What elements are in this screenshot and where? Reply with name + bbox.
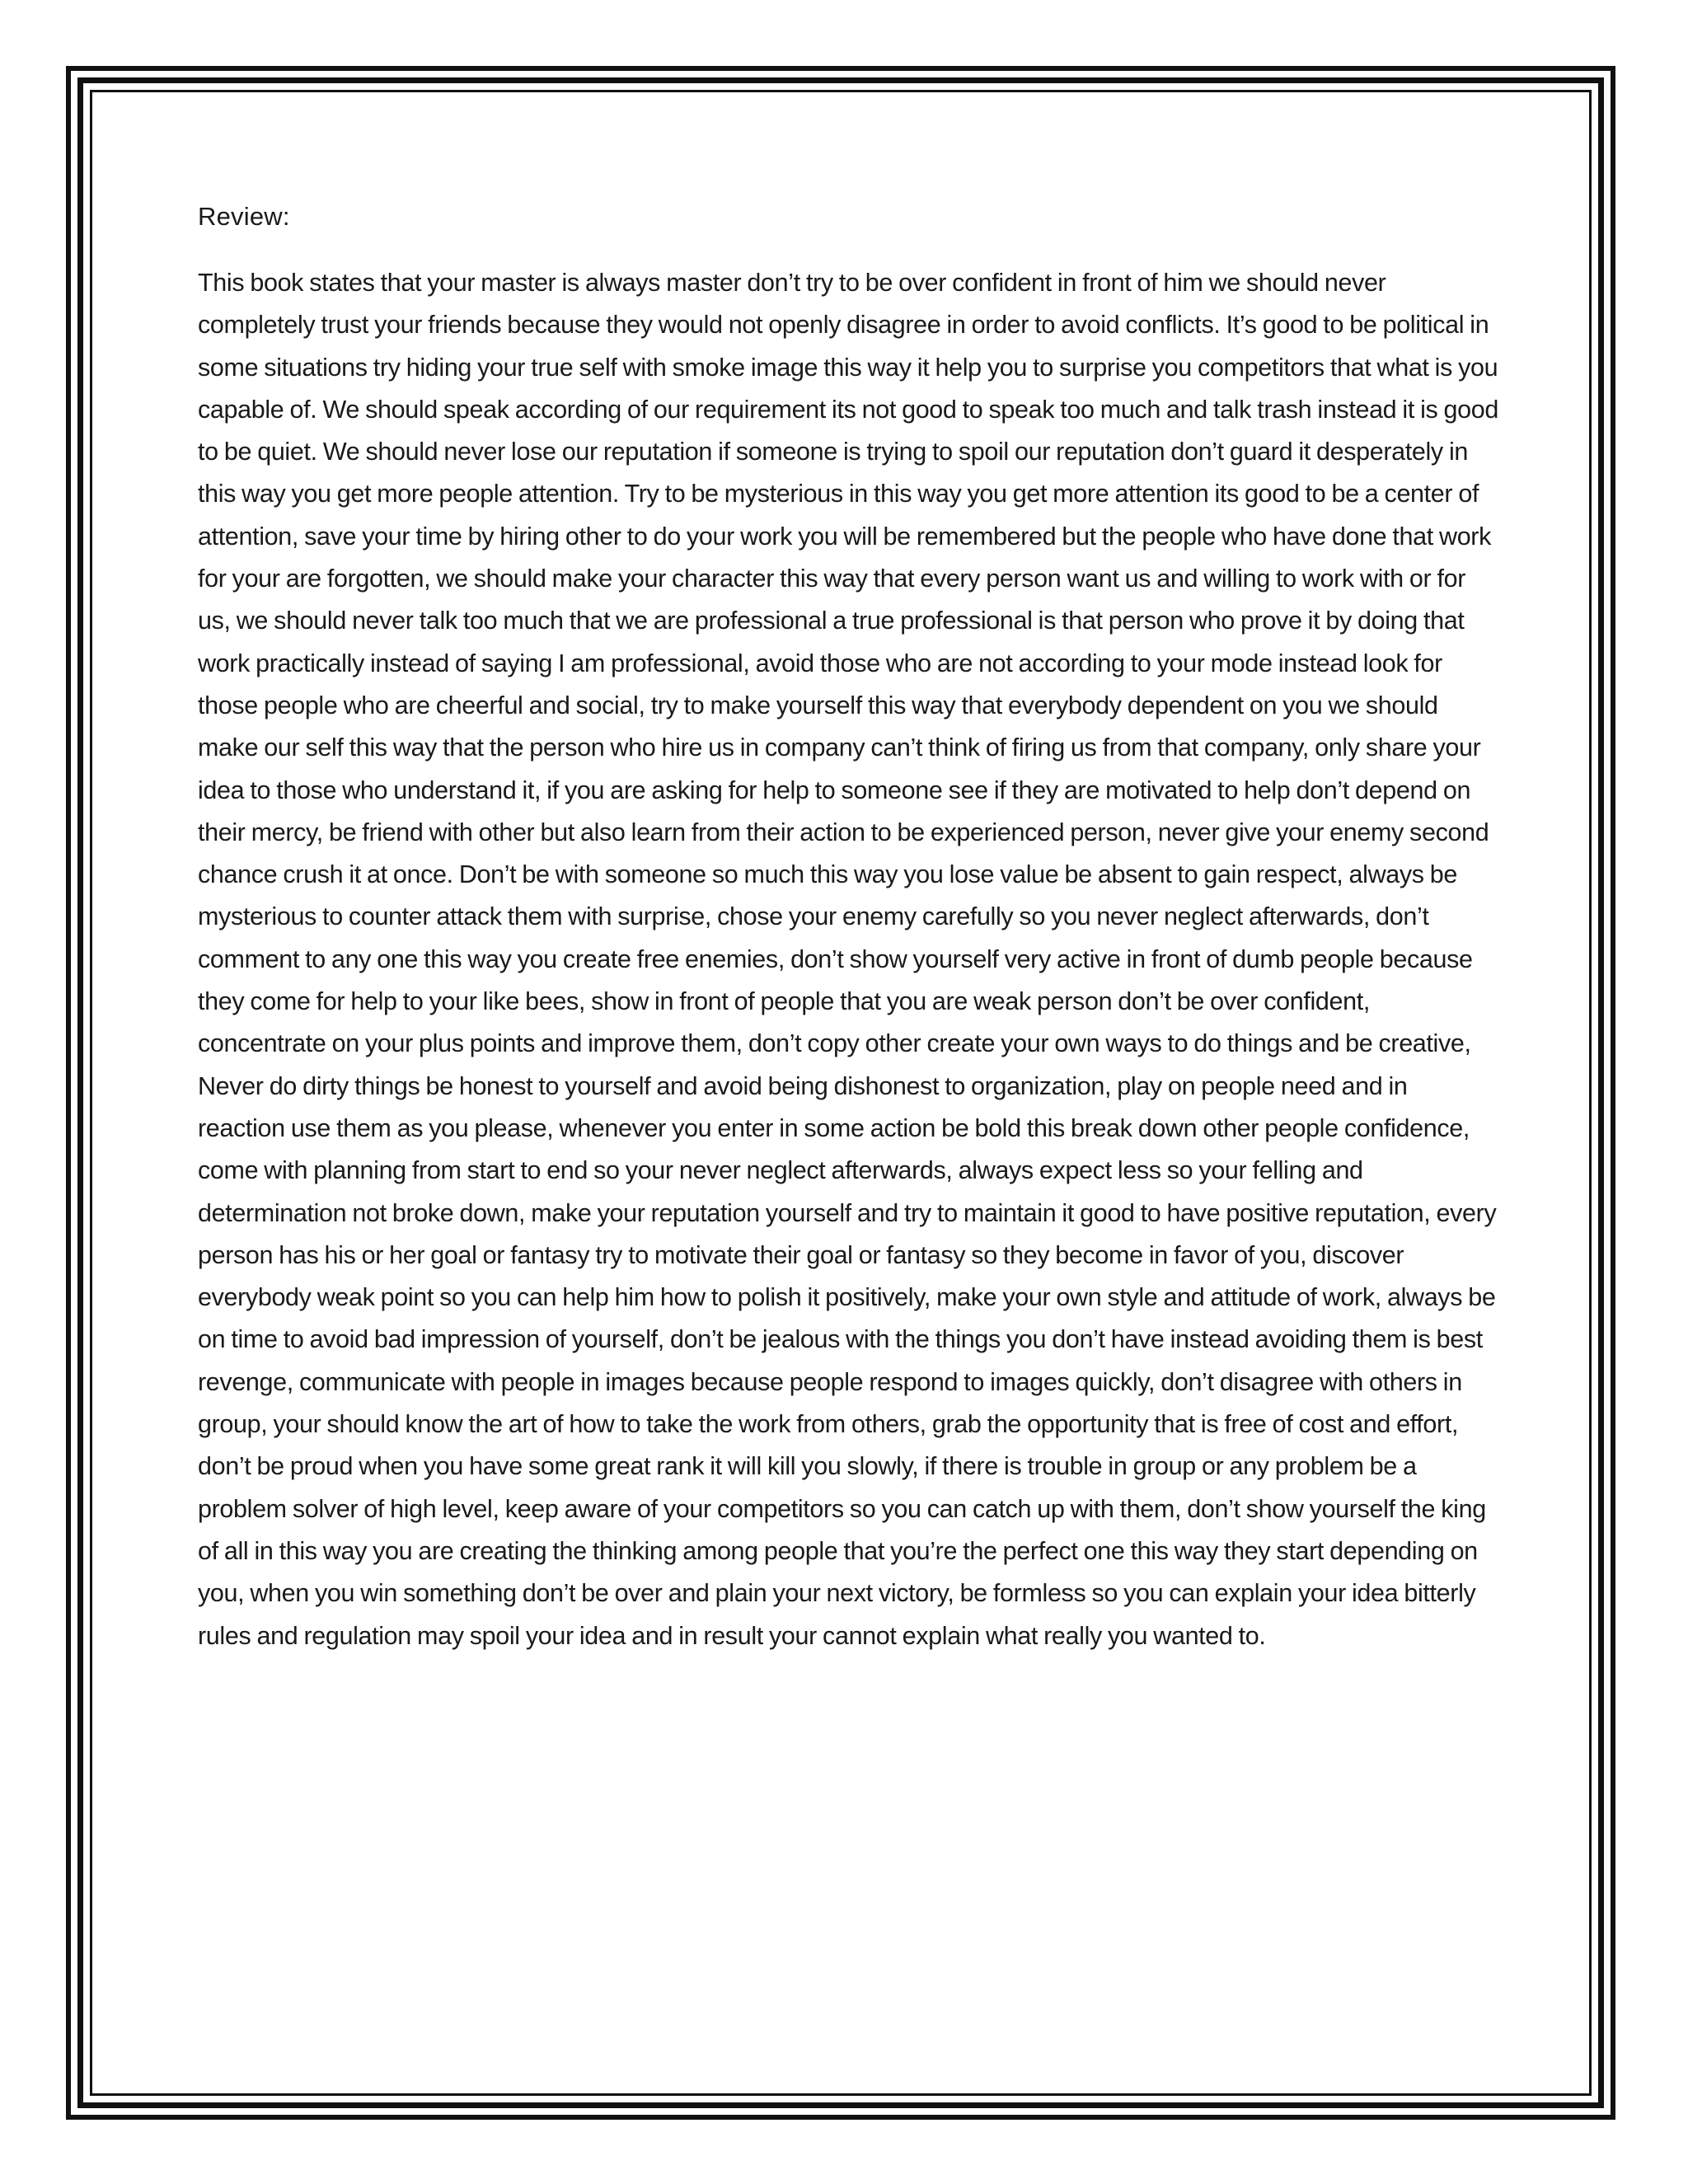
review-heading: Review: bbox=[198, 202, 290, 231]
document-content bbox=[198, 196, 1500, 1657]
review-body-paragraph: This book states that your master is always master don’t try to be over confident in front of him we should never completely trust your friends because they would not openly disagree in order to avoid conflicts. It’s good to be political in some situations try hiding your true self with smoke image this way it help you to surprise you competitors that what is you capable of. We should speak according of our requirement its not good to speak too much and talk trash instead it is good to be quiet. We should never lose our reputation if someone is trying to spoil our reputation don’t guard it desperately in this way you get more people attention. Try to be mysterious in this way you get more attention its good to be a center of attention, save your time by hiring other to do your work you will be remembered but the people who have done that work for your are forgotten, we should make your character this way that every person want us and willing to work with or for us, we should never talk too much that we are professional a true professional is that person who prove it by doing that work practically instead of saying I am professional, avoid those who are not according to your mode instead look for those people who are cheerful and social, try to make yourself this way that everybody dependent on you we should make our self this way that the person who hire us in company can’t think of firing us from that company, only share your idea to those who understand it, if you are asking for help to someone see if they are motivated to help don’t depend on their mercy, be friend with other but also learn from their action to be experienced person, never give your enemy second chance crush it at once. Don’t be with someone so much this way you lose value be absent to gain respect, always be mysterious to counter attack them with surprise, chose your enemy carefully so you never neglect afterwards, don’t comment to any one this way you create free enemies, don’t show yourself very active in front of dumb people because they come for help to your like bees, show in front of people that you are weak person don’t be over confident, concentrate on your plus points and improve them, don’t copy other create your own ways to do things and be creative, Never do dirty things be honest to yourself and avoid being dishonest to organization, play on people need and in reaction use them as you please, whenever you enter in some action be bold this break down other people confidence, come with planning from start to end so your never neglect afterwards, always expect less so your felling and determination not broke down, make your reputation yourself and try to maintain it good to have positive reputation, every person has his or her goal or fantasy try to motivate their goal or fantasy so they become in favor of you, discover everybody weak point so you can help him how to polish it positively, make your own style and attitude of work, always be on time to avoid bad impression of yourself, don’t be jealous with the things you don’t have instead avoiding them is best revenge, communicate with people in images because people respond to images quickly, don’t disagree with others in group, your should know the art of how to take the work from others, grab the opportunity that is free of cost and effort, don’t be proud when you have some great rank it will kill you slowly, if there is trouble in group or any problem be a problem solver of high level, keep aware of your competitors so you can catch up with them, don’t show yourself the king of all in this way you are creating the thinking among people that you’re the perfect one this way they start depending on you, when you win something don’t be over and plain your next victory, be formless so you can explain your idea bitterly rules and regulation may spoil your idea and in result your cannot explain what really you wanted to. bbox=[198, 269, 1498, 1650]
